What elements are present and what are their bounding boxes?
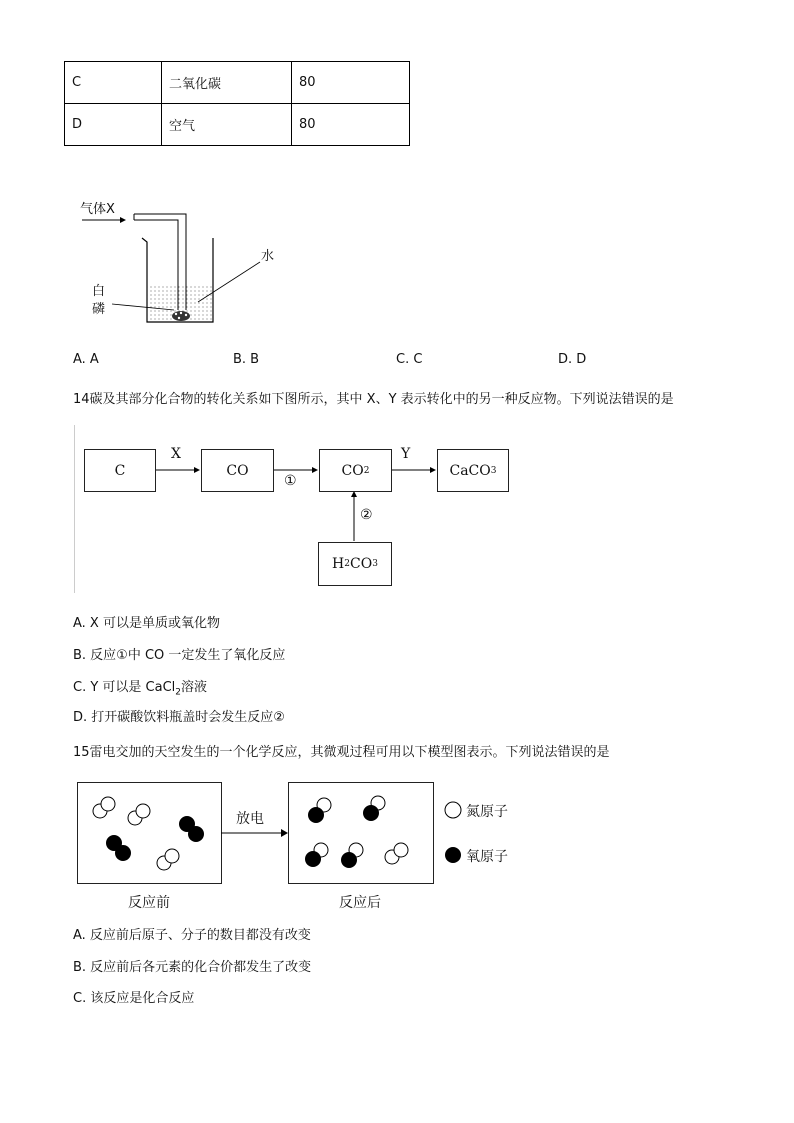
q14-stem: 14碳及其部分化合物的转化关系如下图所示，其中 X、Y 表示转化中的另一种反应物。下列说法错误的是 (73, 392, 674, 407)
before-reaction-label: 反应前 (128, 895, 170, 911)
arrow-label-x: X (171, 446, 181, 462)
q15-option-a: A. 反应前后原子、分子的数目都没有改变 (73, 928, 311, 943)
box-h2co3 (318, 542, 392, 586)
carbon-conversion-diagram (70, 425, 530, 595)
box-co-text: CO (226, 462, 249, 479)
water-label: 水 (261, 249, 275, 264)
q13-option-d: D. D (558, 352, 587, 367)
q14-option-c (73, 676, 207, 698)
after-reaction-label: 反应后 (339, 895, 381, 911)
box-co (201, 449, 274, 492)
experiment-table (64, 61, 410, 146)
box-carbon (84, 449, 156, 492)
q14-option-c-text: C. Y 可以是 CaCl (73, 680, 176, 695)
table-cell-temp: 80 (292, 104, 410, 146)
box-caco3 (437, 449, 509, 492)
table-row (65, 62, 410, 104)
q14-option-a: A. X 可以是单质或氧化物 (73, 616, 220, 631)
box-carbon-text: C (114, 462, 126, 479)
after-reaction-box (288, 782, 434, 884)
table-cell-letter: C (65, 62, 162, 104)
q14-option-d: D. 打开碳酸饮料瓶盖时会发生反应② (73, 710, 285, 725)
before-molecules (78, 783, 221, 883)
table-cell-temp: 80 (292, 62, 410, 104)
reaction-mark-2: ② (360, 507, 373, 523)
nitrogen-atom-icon (443, 800, 463, 820)
legend-oxygen-label: 氧原子 (466, 849, 508, 865)
table-cell-gas: 空气 (162, 104, 292, 146)
phosphorus-label-bottom: 磷 (92, 302, 106, 317)
q14-option-b: B. 反应①中 CO 一定发生了氧化反应 (73, 648, 286, 663)
q15-stem: 15雷电交加的天空发生的一个化学反应，其微观过程可用以下模型图表示。下列说法错误的是 (73, 745, 610, 760)
phosphorus-label-top: 白 (92, 284, 106, 299)
reaction-mark-1: ① (284, 473, 297, 489)
gas-x-label: 气体X (80, 202, 115, 217)
box-h2co3-sub-3: 3 (372, 559, 378, 569)
box-co2-text: CO (341, 462, 364, 479)
discharge-label: 放电 (236, 811, 264, 827)
after-molecules (289, 783, 433, 883)
table-row (65, 104, 410, 146)
box-h2co3-h: H (332, 556, 345, 572)
q14-option-c-suffix: 溶液 (181, 680, 208, 695)
q13-option-c: C. C (396, 352, 423, 367)
box-caco3-text: CaCO (449, 462, 491, 479)
before-reaction-box (77, 782, 222, 884)
q15-option-b: B. 反应前后各元素的化合价都发生了改变 (73, 960, 312, 975)
box-h2co3-co: CO (350, 556, 373, 572)
q15-option-c: C. 该反应是化合反应 (73, 991, 195, 1006)
q13-option-a: A. A (73, 352, 99, 367)
table-cell-letter: D (65, 104, 162, 146)
beaker-apparatus-figure (70, 190, 310, 340)
box-co2-subscript: 2 (363, 465, 370, 476)
arrow-label-y: Y (401, 446, 411, 462)
box-h2co3-sub-2: 2 (344, 559, 350, 569)
q13-option-b: B. B (233, 352, 260, 367)
box-caco3-subscript: 3 (490, 465, 497, 476)
table-cell-gas: 二氧化碳 (162, 62, 292, 104)
oxygen-atom-icon (443, 845, 463, 865)
legend-nitrogen-label: 氮原子 (466, 804, 508, 820)
q14-option-c-subscript: 2 (175, 687, 182, 698)
box-co2 (319, 449, 392, 492)
